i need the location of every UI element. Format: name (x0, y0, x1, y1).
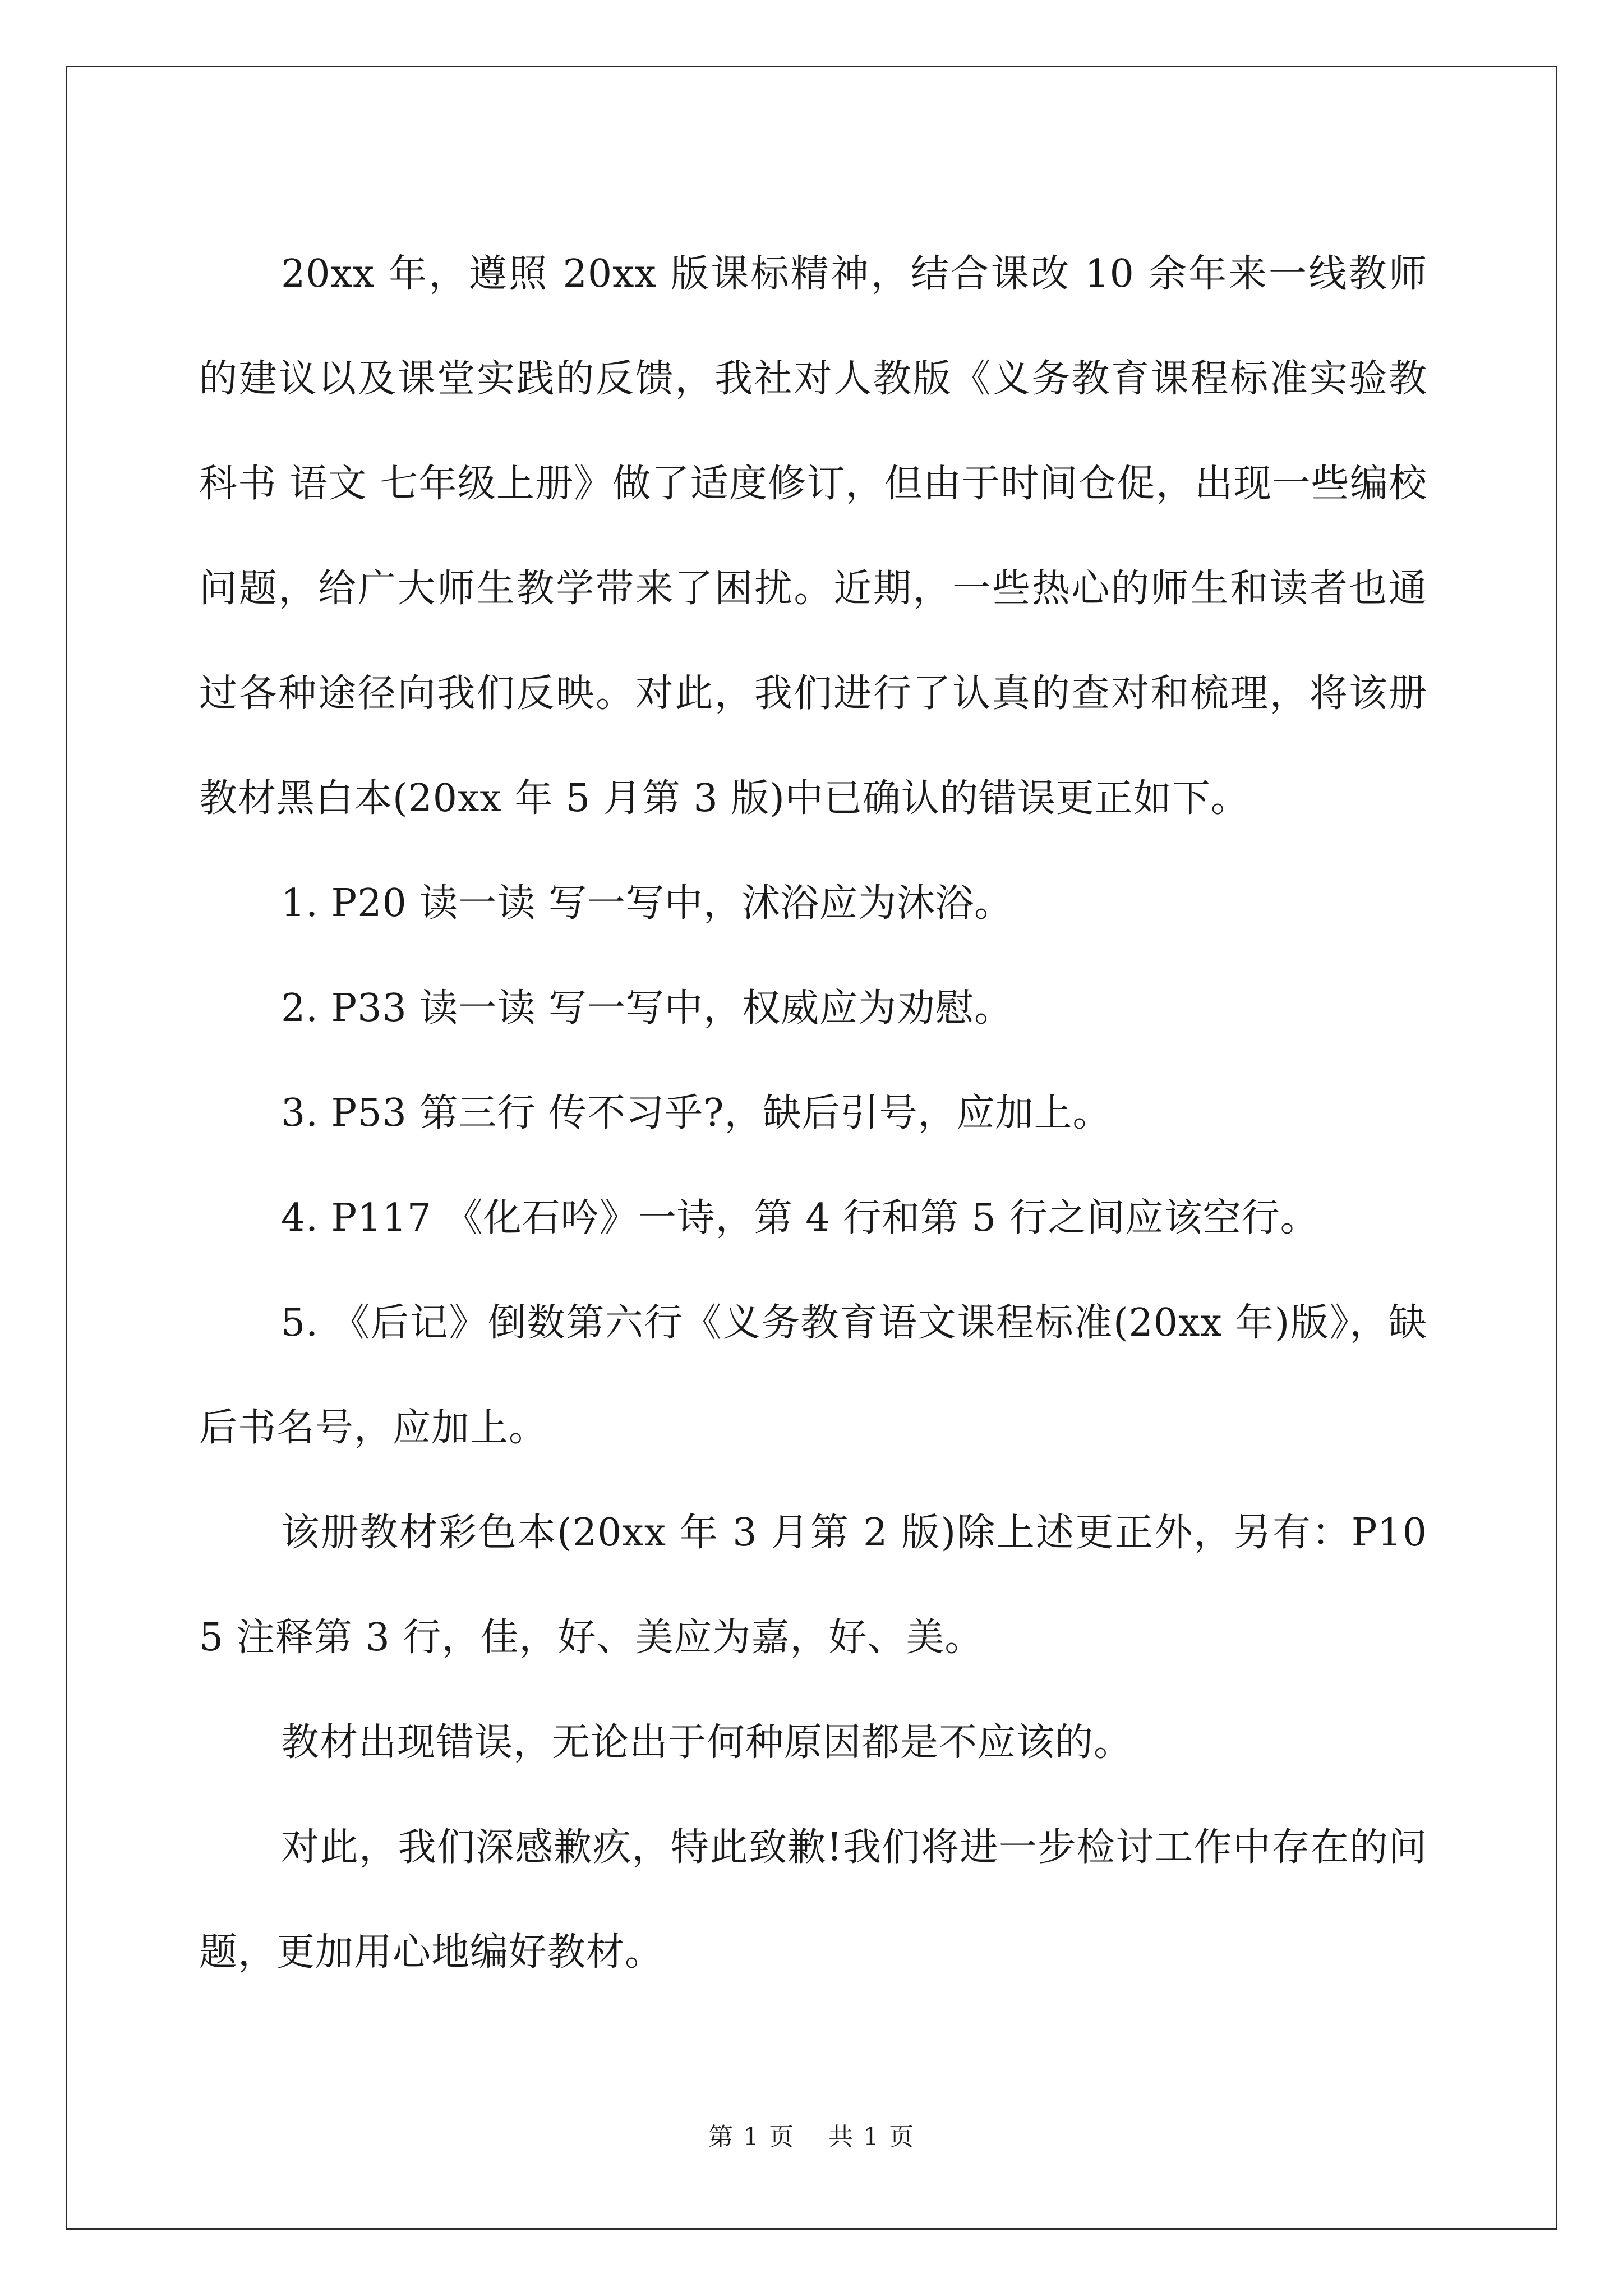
correction-item-3: 3. P53 第三行 传不习乎?，缺后引号，应加上。 (281, 1091, 1112, 1135)
paragraph-intro: 20xx 年，遵照 20xx 版课标精神，结合课改 10 余年来一线教师的建议以及课堂实践的反馈，我社对人教版《义务教育课程标准实验教科书 语文 七年级上册》做了适度修订，但由于时间仓促，出现一些编校问题，给广大师生教学带来了困扰。近期，一些热心的师生和读者也通过各种途径向我们反映。对此，我们进行了认真的查对和梳理，将该册教材黑白本(20xx 年 5 月第 3 版)中已确认的错误更正如下。 (199, 252, 1427, 821)
paragraph-statement: 教材出现错误，无论出于何种原因都是不应该的。 (281, 1720, 1133, 1765)
correction-item-5: 5. 《后记》倒数第六行《义务教育语文课程标准(20xx 年)版》，缺后书名号，应加上。 (199, 1301, 1427, 1450)
page-number-total: 共 1 页 (828, 2123, 915, 2151)
correction-item-4: 4. P117 《化石吟》一诗，第 4 行和第 5 行之间应该空行。 (281, 1196, 1319, 1240)
paragraph-color-edition: 该册教材彩色本(20xx 年 3 月第 2 版)除上述更正外，另有：P105 注释第 3 行，佳，好、美应为嘉，好、美。 (199, 1511, 1427, 1660)
page-number-current: 第 1 页 (708, 2123, 795, 2151)
correction-item-1: 1. P20 读一读 写一写中，沭浴应为沐浴。 (281, 881, 1013, 926)
page-footer (0, 2120, 1623, 2154)
document-body (199, 222, 1427, 2005)
paragraph-apology: 对此，我们深感歉疚，特此致歉!我们将进一步检讨工作中存在的问题，更加用心地编好教材。 (199, 1825, 1427, 1975)
correction-item-2: 2. P33 读一读 写一写中，权威应为劝慰。 (281, 986, 1013, 1030)
